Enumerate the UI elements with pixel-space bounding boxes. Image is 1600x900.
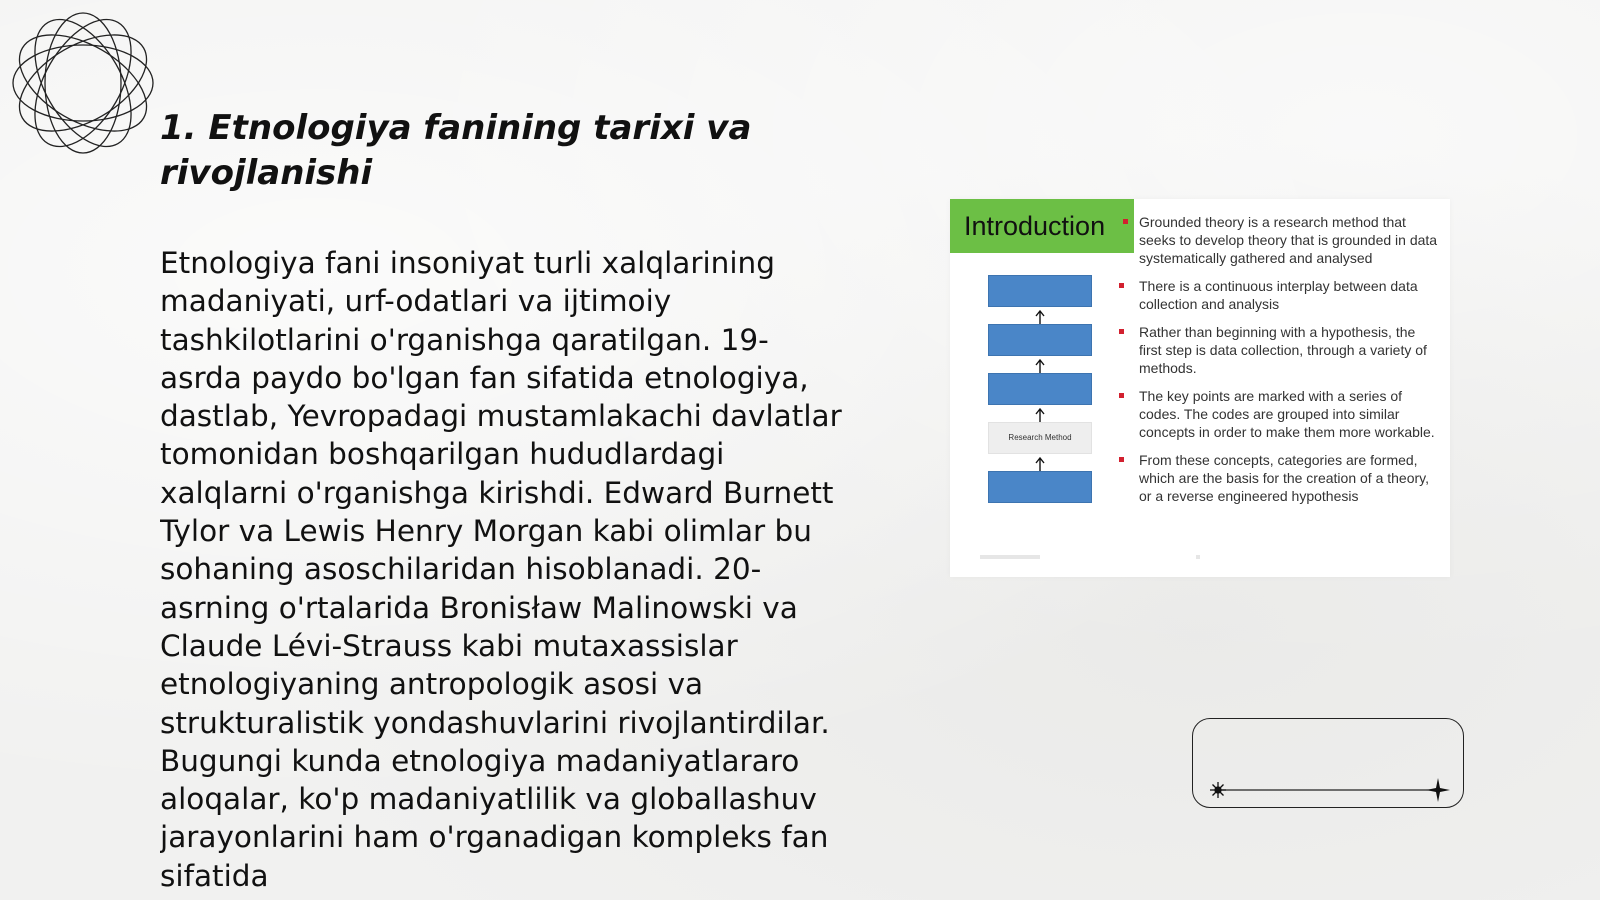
bullet-icon (1119, 457, 1124, 462)
orbit-rings-icon (8, 8, 158, 158)
introduction-footer (980, 555, 1440, 565)
sparkle-icon (1210, 782, 1226, 798)
list-item: Rather than beginning with a hypothesis, the first step is data collection, through a variety of methods. (1125, 323, 1440, 377)
flow-step (988, 324, 1092, 356)
flow-step (988, 471, 1092, 503)
flow-step (988, 275, 1092, 307)
list-item: Grounded theory is a research method that seeks to develop theory that is grounded in data systematically gathered and analysed (1139, 214, 1438, 266)
slide-body-text: Etnologiya fani insoniyat turli xalqlarining madaniyati, urf-odatlari va ijtimoiy tashkilotlarini o'rganishga qaratilgan. 19-asrda paydo bo'lgan fan sifatida etnologiya, dastlab, Yevropadagi mustamlakachi davlatlar tomonidan boshqarilgan hududlardagi xalqlarni o'rganishga kirishdi. Edward Burnett Tylor va Lewis Henry Morgan kabi olimlar bu sohaning asoschilaridan hisoblanadi. 20-asrning o'rtalarida Bronisław Malinowski va Claude Lévi-Strauss kabi mutaxassislar etnologiyaning antropologik asosi va strukturalistik yondashuvlarini rivojlantirdilar. Bugungi kunda etnologiya madaniyatlararo aloqalar, ko'p madaniyatlilik va globallashuv jarayonlarini ham o'rganadigan kompleks fan sifatida (160, 246, 842, 893)
flow-step-research-method: Research Method (988, 422, 1092, 454)
arrow-up-icon (1034, 309, 1046, 325)
flow-step (988, 373, 1092, 405)
decorative-line (1200, 778, 1456, 802)
introduction-points (1125, 213, 1440, 515)
arrow-up-icon (1034, 407, 1046, 423)
bullet-icon (1119, 329, 1124, 334)
bullet-icon (1119, 283, 1124, 288)
bullet-icon (1119, 393, 1124, 398)
introduction-header-label: Introduction (964, 211, 1106, 241)
arrow-up-icon (1034, 456, 1046, 472)
list-item: There is a continuous interplay between data collection and analysis (1125, 277, 1440, 313)
four-point-star-icon (1426, 778, 1450, 802)
list-item: The key points are marked with a series of codes. The codes are grouped into similar concepts in order to make them more workable. (1125, 387, 1440, 441)
introduction-image (950, 199, 1450, 577)
list-item: From these concepts, categories are formed, which are the basis for the creation of a theory, or a reverse engineered hypothesis (1125, 451, 1440, 505)
introduction-header (950, 199, 1134, 253)
slide-title: 1. Etnologiya fanining tarixi va rivojlanishi (160, 108, 752, 193)
arrow-up-icon (1034, 358, 1046, 374)
